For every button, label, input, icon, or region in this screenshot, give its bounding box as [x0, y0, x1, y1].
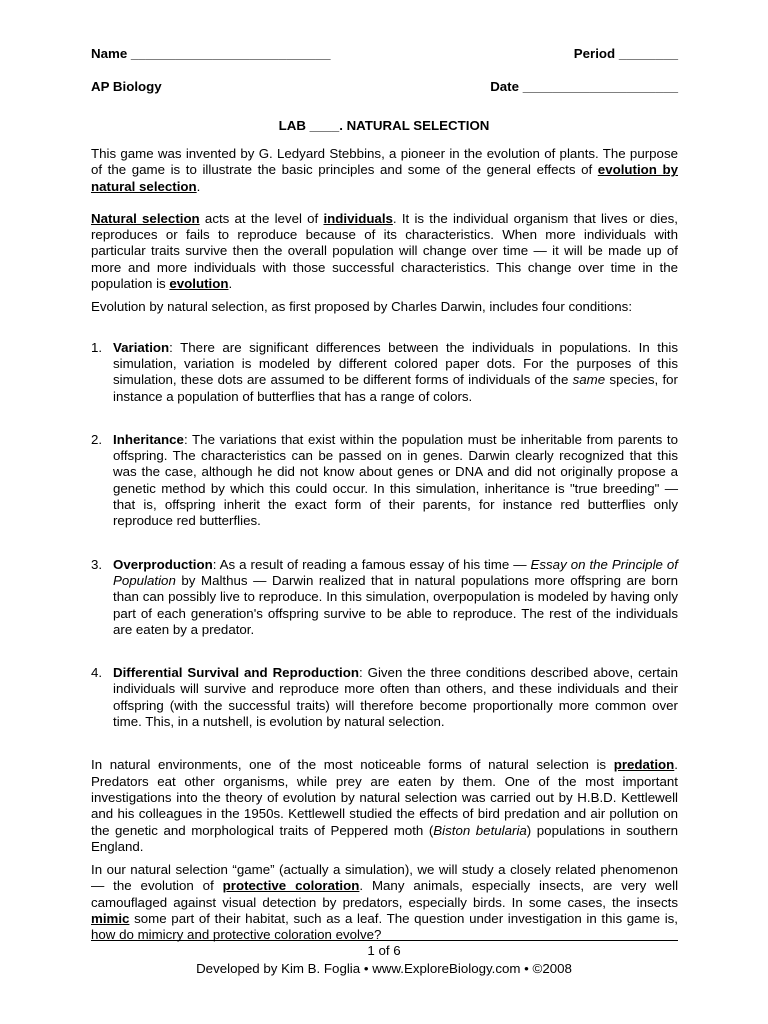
condition-inheritance: [91, 432, 678, 530]
species-name: Biston betularia: [433, 822, 527, 838]
condition-text: : Given the three conditions described above, certain individuals will survive and reproduce more often than others, and these individuals and their offspring (with the successful traits) will therefore become proportionally more common over time. This, in a nutshell, is evolution by natural selection.: [113, 665, 678, 730]
condition-text: : As a result of reading a famous essay of his time —: [212, 556, 531, 572]
game-key-term-2: mimic: [91, 910, 130, 926]
predation-text-3: ) populations in southern England.: [91, 822, 678, 854]
condition-italic: same: [572, 372, 606, 388]
intro-key-term: evolution by natural selection: [91, 162, 678, 194]
conditions-list: [91, 340, 678, 731]
period-field-label: Period ________: [573, 46, 678, 61]
condition-text: : There are significant differences between the individuals in populations. In this simulation, variation is modeled by different colored paper dots. For the purposes of this simulation, these dots are assumed to be different forms of individuals of the: [113, 339, 678, 388]
condition-overproduction: [91, 557, 678, 638]
ns-text-2: . It is the individual organism that lives or dies, reproduces or fails to reproduce because of its characteristics. When more individuals with particular traits survive then the overall population will change over time — it will be made up of more and more individuals with those successful characteristics. This change over time in the population is: [91, 210, 678, 292]
list-number: 4.: [91, 665, 103, 681]
predation-key-term: predation: [613, 757, 675, 773]
condition-term: Differential Survival and Reproduction: [113, 665, 359, 681]
lab-title: LAB ____. NATURAL SELECTION: [278, 118, 490, 133]
intro-text-end: .: [196, 178, 201, 194]
condition-differential-survival: [91, 665, 678, 730]
condition-italic: Essay on the Principle of Population: [113, 556, 678, 588]
ns-text-3: .: [228, 276, 233, 292]
predation-text-2: . Predators eat other organisms, while prey are eaten by them. One of the most important investigations into the theory of evolution by natural selection was carried out by H.B.D. Kettlewell and his colleagues in the 1950s. Kettlewell studied the effects of bird predation and air pollution on the genetic and morphological traits of Peppered moth (: [91, 757, 678, 838]
name-field-label: Name ___________________________: [91, 46, 331, 61]
condition-term: Variation: [113, 339, 170, 355]
condition-text: : The variations that exist within the population must be inheritable from parents to offspring. The characteristics can be passed on in genes. Darwin clearly recognized that this was the case, although he did not know about genes or DNA and did not originally propose a genetic method by which this could occur. In this simulation, inheritance is "true breeding" — that is, offspring inherit the exact form of their parents, for instance red butterflies only reproduce red butterflies.: [113, 431, 678, 529]
date-field-label: Date _____________________: [490, 79, 678, 94]
footer-divider: [91, 940, 678, 941]
intro-text: This game was invented by G. Ledyard Stebbins, a pioneer in the evolution of plants. The purpose of the game is to illustrate the basic principles and some of the general effects of: [91, 146, 678, 178]
document-body: [91, 146, 678, 944]
list-number: 1.: [91, 339, 103, 355]
condition-text-end: species, for instance a population of butterflies that has a range of colors.: [113, 372, 678, 404]
predation-paragraph: [91, 757, 678, 855]
page-number: 1 of 6: [367, 943, 401, 958]
predation-text-1: In natural environments, one of the most noticeable forms of natural selection is: [91, 757, 614, 773]
intro-paragraph: [91, 146, 678, 195]
condition-term: Inheritance: [113, 431, 184, 447]
ns-key-term-3: evolution: [169, 276, 229, 292]
condition-variation: [91, 340, 678, 405]
game-text-2: . Many animals, especially insects, are very well camouflaged against visual detection by predators, especially birds. In some cases, the insects: [91, 878, 679, 910]
game-text-1: In our natural selection “game” (actually a simulation), we will study a closely related phenomenon — the evolution of: [91, 862, 678, 894]
list-number: 3.: [91, 556, 103, 572]
game-paragraph: [91, 862, 678, 943]
condition-text-end: by Malthus — Darwin realized that in natural populations more offspring are born than can possibly live to reproduce. In this simulation, overpopulation is modeled by having only part of each generation's offspring survive to be able to reproduce. The rest of the individuals are eaten by a predator.: [113, 572, 678, 637]
natural-selection-paragraph: [91, 211, 678, 292]
darwin-intro-paragraph: Evolution by natural selection, as first proposed by Charles Darwin, includes four conditions:: [91, 299, 633, 315]
course-name: AP Biology: [91, 79, 162, 94]
game-text-3: some part of their habitat, such as a leaf. The question under investigation in this game is, how do mimicry and protective coloration evolve?: [91, 910, 678, 943]
ns-key-term-2: individuals: [323, 210, 393, 226]
ns-key-term-1: Natural selection: [91, 210, 200, 226]
condition-term: Overproduction: [113, 556, 213, 572]
game-key-term-1: protective coloration: [222, 878, 360, 894]
footer-credit: Developed by Kim B. Foglia • www.ExploreBiology.com • ©2008: [196, 961, 572, 976]
list-number: 2.: [91, 431, 103, 447]
ns-text-1: acts at the level of: [199, 210, 324, 226]
